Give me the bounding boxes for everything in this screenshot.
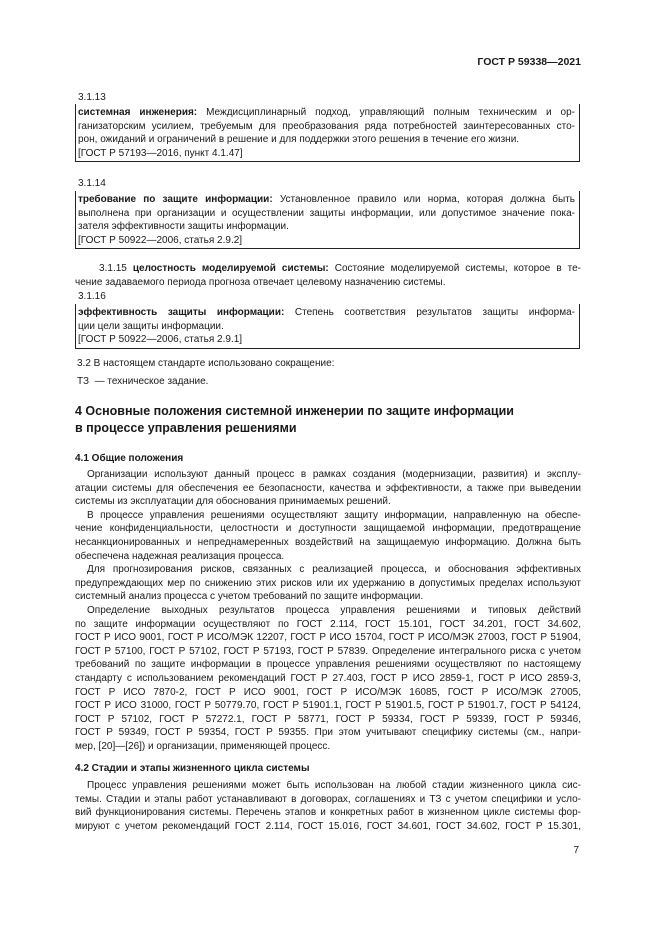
section-title-line: 4 Основные положения системной инженерии по защите информации bbox=[75, 404, 514, 418]
text-line: В процессе управления решениями осуществляют защиту информации, направленную на обеспе- bbox=[87, 509, 581, 521]
term-line: выполнена при организации и осуществлении защиты информации, или допустимое значение пока- bbox=[78, 207, 575, 219]
text-line: ГОСТ Р ИСО 31000, ГОСТ Р 50779.70, ГОСТ Р 51901.1, ГОСТ Р 51901.5, ГОСТ Р 51901.7, ГОСТ Р 54124, bbox=[75, 700, 581, 712]
text-line: требований по защите информации в процессе управления решениями осуществляют по настоящему bbox=[75, 659, 581, 671]
text-line: Организации используют данный процесс в рамках создания (модернизации, развития) и эксплу- bbox=[87, 469, 581, 480]
term-line bbox=[78, 193, 575, 207]
term-definition: Степень соответствия результатов защиты информа- bbox=[284, 307, 575, 318]
term-number: 3.1.16 bbox=[78, 291, 106, 302]
section-title-line: в процессе управления решениями bbox=[75, 421, 297, 435]
document-header: ГОСТ Р 59338—2021 bbox=[477, 56, 581, 68]
term-number: 3.1.15 bbox=[99, 263, 127, 274]
text-line: Процесс управления решениями может быть использован на любой стадии жизненного цикла сис- bbox=[87, 780, 581, 791]
term-paragraph bbox=[75, 262, 581, 289]
term-reference: [ГОСТ Р 50922—2006, статья 2.9.1] bbox=[78, 334, 243, 346]
term-name: системная инженерия: bbox=[78, 107, 198, 118]
text-line: обеспечена надежная реализация процесса. bbox=[75, 550, 285, 562]
subsection-heading: 4.1 Общие положения bbox=[75, 453, 184, 464]
text-line: ГОСТ Р 59349, ГОСТ Р 59354, ГОСТ Р 59355. При этом учитывают специфику системы (см., напри- bbox=[75, 727, 581, 739]
term-name: эффективность защиты информации: bbox=[78, 307, 285, 318]
term-line bbox=[78, 306, 575, 320]
text-line: ГОСТ Р ИСО 9001, ГОСТ Р ИСО/МЭК 12207, ГОСТ Р ИСО 15704, ГОСТ Р ИСО/МЭК 27003, ГОСТ Р 51904, bbox=[75, 632, 581, 644]
section-4-1-body bbox=[75, 468, 581, 753]
term-reference: [ГОСТ Р 57193—2016, пункт 4.1.47] bbox=[78, 147, 243, 159]
text-line: чение конфиденциальности, целостности и доступности защищаемой информации, предотвращение bbox=[75, 523, 581, 535]
text-line: стандарту с использованием рекомендаций ГОСТ Р 27.403, ГОСТ Р ИСО 2859-1, ГОСТ Р ИСО 2859-3, bbox=[75, 672, 581, 684]
term-definition: Состояние моделируемой системы, которое в те- bbox=[328, 263, 582, 274]
text-line: Определение выходных результатов процесса управления решениями и типовых действий bbox=[87, 604, 581, 616]
text-line: вий функционирования системы. Перечень этапов и конкретных работ в жизненном цикле системы фор- bbox=[75, 807, 581, 819]
term-line bbox=[75, 262, 581, 276]
page-number: 7 bbox=[573, 845, 579, 856]
text-line: системный анализ процесса с учетом требований по защите информации. bbox=[75, 591, 424, 603]
abbrev-item: ТЗ — техническое задание. bbox=[77, 375, 209, 387]
term-box bbox=[75, 104, 580, 162]
term-number: 3.1.13 bbox=[78, 92, 106, 103]
text-line: предупреждающих мер по снижению этих рисков или их удержанию в допустимых пределах используют bbox=[75, 577, 581, 589]
term-line: рон, ожиданий и ограничений в решение и для поддержки этого решения в течение его жизни. bbox=[78, 134, 520, 146]
abbreviations bbox=[75, 357, 581, 388]
term-line: чение задаваемого периода прогноза отвечает целевому назначению системы. bbox=[75, 276, 446, 288]
text-line: мируют с учетом рекомендаций ГОСТ 2.114, ГОСТ 15.016, ГОСТ 34.601, ГОСТ 34.602, ГОСТ Р 15.301, bbox=[75, 820, 581, 832]
term-number: 3.1.14 bbox=[78, 178, 106, 189]
text-line: ГОСТ Р ИСО 7870-2, ГОСТ Р ИСО 9001, ГОСТ Р ИСО/МЭК 16085, ГОСТ Р ИСО/МЭК 27005, bbox=[75, 686, 581, 698]
term-name: целостность моделируемой системы: bbox=[132, 263, 329, 274]
abbrev-intro: 3.2 В настоящем стандарте использовано сокращение: bbox=[77, 358, 335, 369]
text-line: системы из эксплуатации для обоснования принимаемых решений. bbox=[75, 496, 391, 508]
text-line: ГОСТ Р 57102, ГОСТ Р 57272.1, ГОСТ Р 58771, ГОСТ Р 59334, ГОСТ Р 59339, ГОСТ Р 59346, bbox=[75, 713, 581, 725]
term-definition: Установленное правило или норма, которая должна быть bbox=[272, 194, 576, 205]
text-line: темы. Стадии и этапы работ устанавливают в договорах, соглашениях и ТЗ с учетом специфики и усло- bbox=[75, 793, 581, 805]
subsection-heading: 4.2 Стадии и этапы жизненного цикла системы bbox=[75, 763, 310, 774]
text-line: несанкционированных и непреднамеренных воздействий на защищаемую информацию. Должна быть bbox=[75, 536, 581, 548]
term-line: ции цели защиты информации. bbox=[78, 320, 224, 332]
text-line: ГОСТ Р 57100, ГОСТ Р 57102, ГОСТ Р 57193, ГОСТ Р 57839. Определение интегрального риска с учетом bbox=[75, 645, 581, 657]
section-4-2-body bbox=[75, 779, 581, 833]
text-line: мер, [20]—[26]) и организации, применяющей процесс. bbox=[75, 740, 331, 752]
term-box bbox=[75, 304, 580, 349]
text-line: по защите информации осуществляют по ГОСТ 2.114, ГОСТ 15.101, ГОСТ 34.201, ГОСТ 34.602, bbox=[75, 618, 581, 630]
term-reference: [ГОСТ Р 50922—2006, статья 2.9.2] bbox=[78, 234, 243, 246]
section-heading bbox=[75, 403, 514, 437]
text-line: атации системы для обеспечения ее безопасности, качества и эффективности, а также при выведении bbox=[75, 482, 581, 494]
text-line: Для прогнозирования рисков, связанных с реализацией процесса, и обоснования эффективных bbox=[87, 564, 581, 576]
term-name: требование по защите информации: bbox=[78, 194, 273, 205]
term-box bbox=[75, 191, 580, 249]
term-line: зателя эффективности защиты информации. bbox=[78, 221, 289, 233]
term-line bbox=[78, 106, 575, 120]
term-line: ганизаторским усилием, требуемым для преобразования ряда потребностей заинтересованных сто- bbox=[78, 120, 575, 132]
term-definition: Междисциплинарный подход, управляющий полным техническим и ор- bbox=[197, 107, 575, 118]
